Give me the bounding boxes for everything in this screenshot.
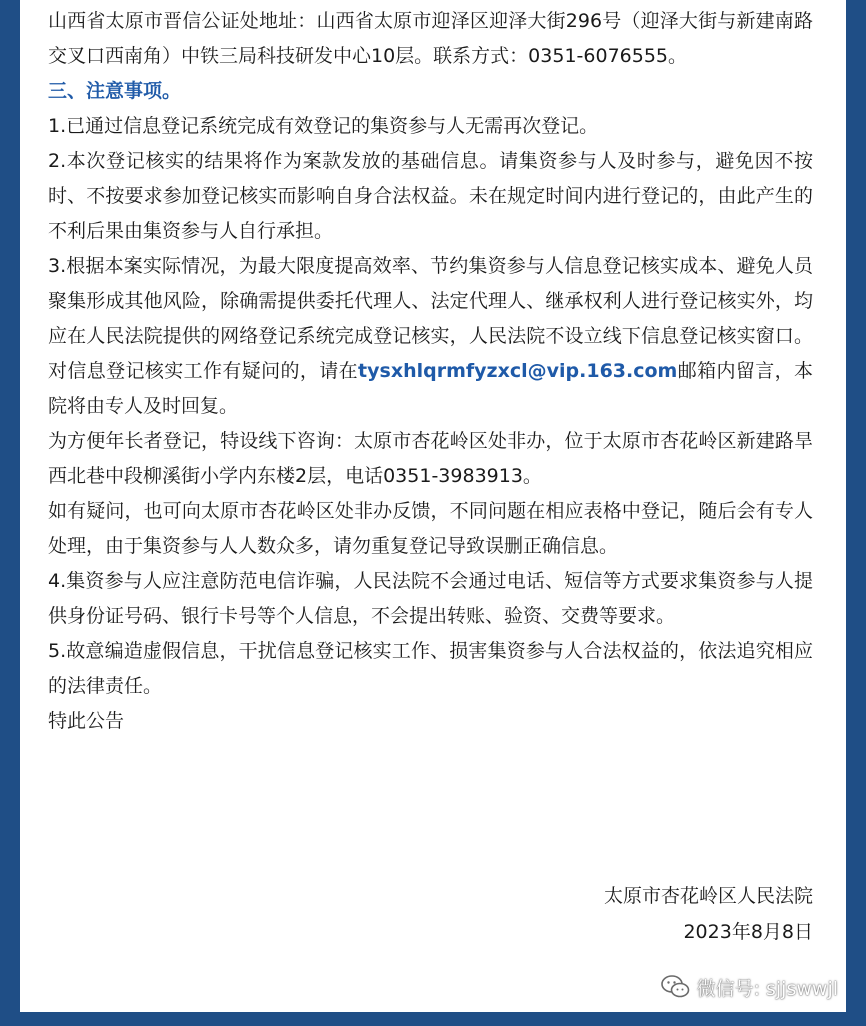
page-frame-left	[0, 0, 20, 1026]
offline-consult-paragraph: 为方便年长者登记，特设线下咨询：太原市杏花岭区处非办，位于太原市杏花岭区新建路旱西北巷中段柳溪街小学内东楼2层，电话0351-3983913。	[48, 430, 813, 487]
feedback-paragraph: 如有疑问，也可向太原市杏花岭区处非办反馈，不同问题在相应表格中登记，随后会有专人处理，由于集资参与人人数众多，请勿重复登记导致误删正确信息。	[48, 500, 813, 557]
signature-block	[604, 878, 813, 950]
page-frame-bottom	[0, 1012, 866, 1026]
watermark-text: 微信号: sjjswwjl	[696, 977, 838, 1000]
note-3-text: 3.根据本案实际情况，为最大限度提高效率、节约集资参与人信息登记核实成本、避免人员聚集形成其他风险，除确需提供委托代理人、法定代理人、继承权利人进行登记核实外，均应在人民法院提供的网络登记系统完成登记核实，人民法院不设立线下信息登记核实窗口。对信息登记核实工作有疑问的，请在	[48, 255, 813, 382]
closing-text: 特此公告	[48, 710, 125, 732]
contact-email: tysxhlqrmfyzxcl@vip.163.com	[358, 360, 678, 382]
section-heading: 三、注意事项。	[48, 80, 182, 102]
note-1: 1.已通过信息登记系统完成有效登记的集资参与人无需再次登记。	[48, 115, 599, 137]
wechat-watermark	[661, 970, 838, 1004]
wechat-icon	[661, 974, 691, 1000]
signature-date: 2023年8月8日	[683, 921, 813, 943]
note-3	[48, 249, 813, 424]
address-paragraph: 山西省太原市晋信公证处地址：山西省太原市迎泽区迎泽大街296号（迎泽大街与新建南路交叉口西南角）中铁三局科技研发中心10层。联系方式：0351-6076555。	[48, 10, 813, 67]
signature-court: 太原市杏花岭区人民法院	[603, 885, 813, 907]
note-4: 4.集资参与人应注意防范电信诈骗，人民法院不会通过电话、短信等方式要求集资参与人提供身份证号码、银行卡号等个人信息，不会提出转账、验资、交费等要求。	[48, 570, 813, 627]
page-frame-right	[846, 0, 866, 1026]
note-3-tail: 邮箱内留言，本院将由专人及时回复。	[48, 360, 813, 417]
note-2: 2.本次登记核实的结果将作为案款发放的基础信息。请集资参与人及时参与，避免因不按时、不按要求参加登记核实而影响自身合法权益。未在规定时间内进行登记的，由此产生的不利后果由集资参与人自行承担。	[48, 150, 813, 242]
note-5: 5.故意编造虚假信息，干扰信息登记核实工作、损害集资参与人合法权益的，依法追究相应的法律责任。	[48, 640, 813, 697]
announcement-body	[48, 4, 813, 739]
